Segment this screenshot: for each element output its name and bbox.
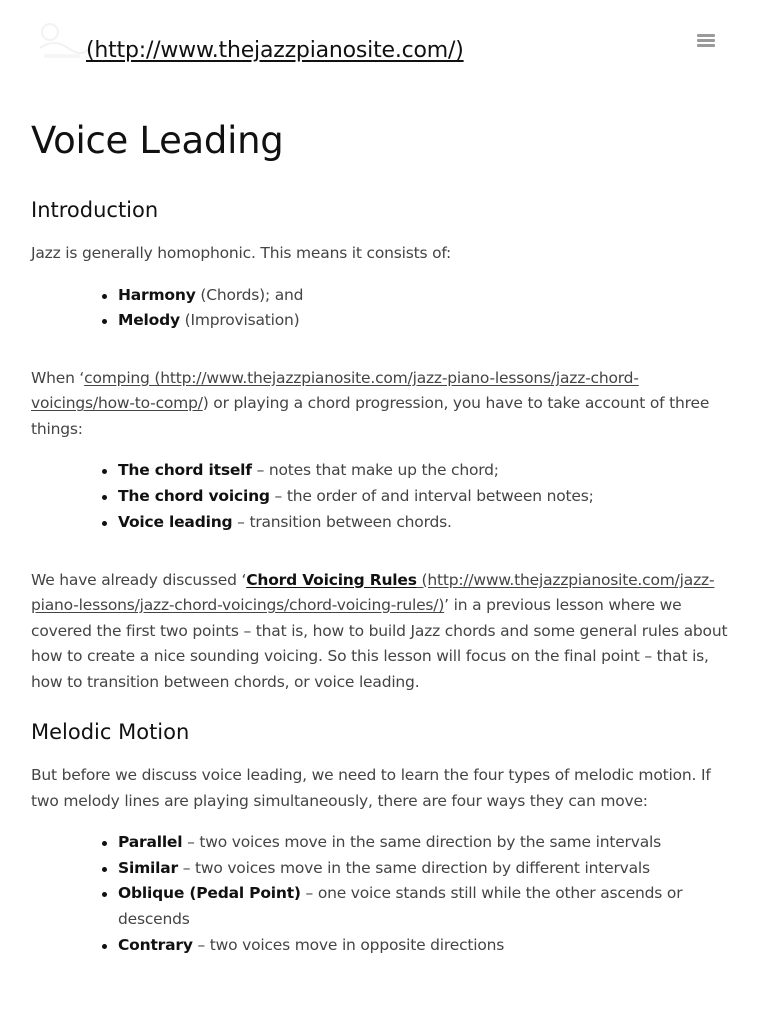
three-things-list [31, 458, 735, 535]
list-term: Harmony [118, 285, 196, 304]
list-desc: – two voices move in the same direction by different intervals [177, 858, 650, 877]
menu-bar [697, 44, 715, 47]
introduction-section [31, 195, 735, 695]
list-desc: – notes that make up the chord; [251, 461, 499, 480]
comping-paragraph [31, 366, 735, 443]
list-term: The chord itself [118, 461, 252, 480]
list-desc: – two voices move in the same direction by the same intervals [182, 833, 661, 852]
menu-bar [697, 34, 715, 37]
list-term: Melody [118, 311, 180, 330]
list-desc: (Chords); and [195, 285, 304, 304]
site-logo-url[interactable]: (http://www.thejazzpianosite.com/) [86, 38, 464, 63]
melodic-motion-heading: Melodic Motion [31, 720, 190, 745]
site-header [0, 0, 768, 90]
list-item [118, 830, 735, 856]
list-item [118, 458, 735, 484]
list-desc: (Improvisation) [179, 311, 300, 330]
list-item [118, 484, 735, 510]
melodic-motion-section [31, 717, 735, 959]
list-term: Voice leading [118, 512, 233, 531]
list-item [118, 283, 735, 309]
list-desc: – the order of and interval between notes; [269, 487, 594, 506]
list-term: Contrary [118, 935, 193, 954]
logo-icon [34, 18, 92, 64]
list-term: Oblique (Pedal Point) [118, 884, 301, 903]
paragraph-text: We have already discussed ‘ [31, 570, 247, 589]
list-item [118, 933, 735, 959]
list-term: Parallel [118, 833, 183, 852]
list-item [118, 510, 735, 536]
menu-bar [697, 39, 715, 42]
introduction-heading: Introduction [31, 198, 159, 222]
chord-voicing-rules-link[interactable]: Chord Voicing Rules [246, 570, 417, 589]
homophonic-list [31, 283, 735, 334]
list-desc: – two voices move in opposite directions [192, 935, 505, 954]
hamburger-menu-icon[interactable] [697, 32, 717, 50]
list-item [118, 881, 735, 932]
article-content [31, 115, 735, 959]
list-term: Similar [118, 858, 178, 877]
paragraph-text: When ‘ [31, 368, 85, 387]
page-title: Voice Leading [31, 119, 284, 162]
melodic-motion-list [31, 830, 735, 959]
list-item [118, 308, 735, 334]
list-term: The chord voicing [118, 487, 270, 506]
intro-paragraph: Jazz is generally homophonic. This means it consists of: [31, 244, 452, 262]
comping-link[interactable]: comping (http://www.thejazzpianosite.com/jazz-piano-lessons/jazz-chord-voicings/how-to-comp/ [31, 368, 639, 413]
melodic-motion-paragraph: But before we discuss voice leading, we need to learn the four types of melodic motion. If two melody lines are playing simultaneously, there are four ways they can move: [31, 766, 711, 810]
list-item [118, 856, 735, 882]
paragraph-text: ) or playing a chord progression, you have to take account of three things: [31, 394, 710, 438]
paragraph-text: ’ in a previous lesson where we covered the first two points – that is, how to build Jazz chords and some general rules about how to create a nice sounding voicing. So this lesson will focus on the final point – that is, how to transition between chords, or voice leading. [31, 596, 728, 691]
list-desc: – one voice stands still while the other ascends or descends [118, 884, 683, 929]
chord-voicing-rules-url-link[interactable]: (http://www.thejazzpianosite.com/jazz-piano-lessons/jazz-chord-voicings/chord-voicing-rules/) [31, 570, 715, 615]
list-desc: – transition between chords. [232, 512, 452, 531]
chord-voicing-paragraph [31, 568, 735, 696]
